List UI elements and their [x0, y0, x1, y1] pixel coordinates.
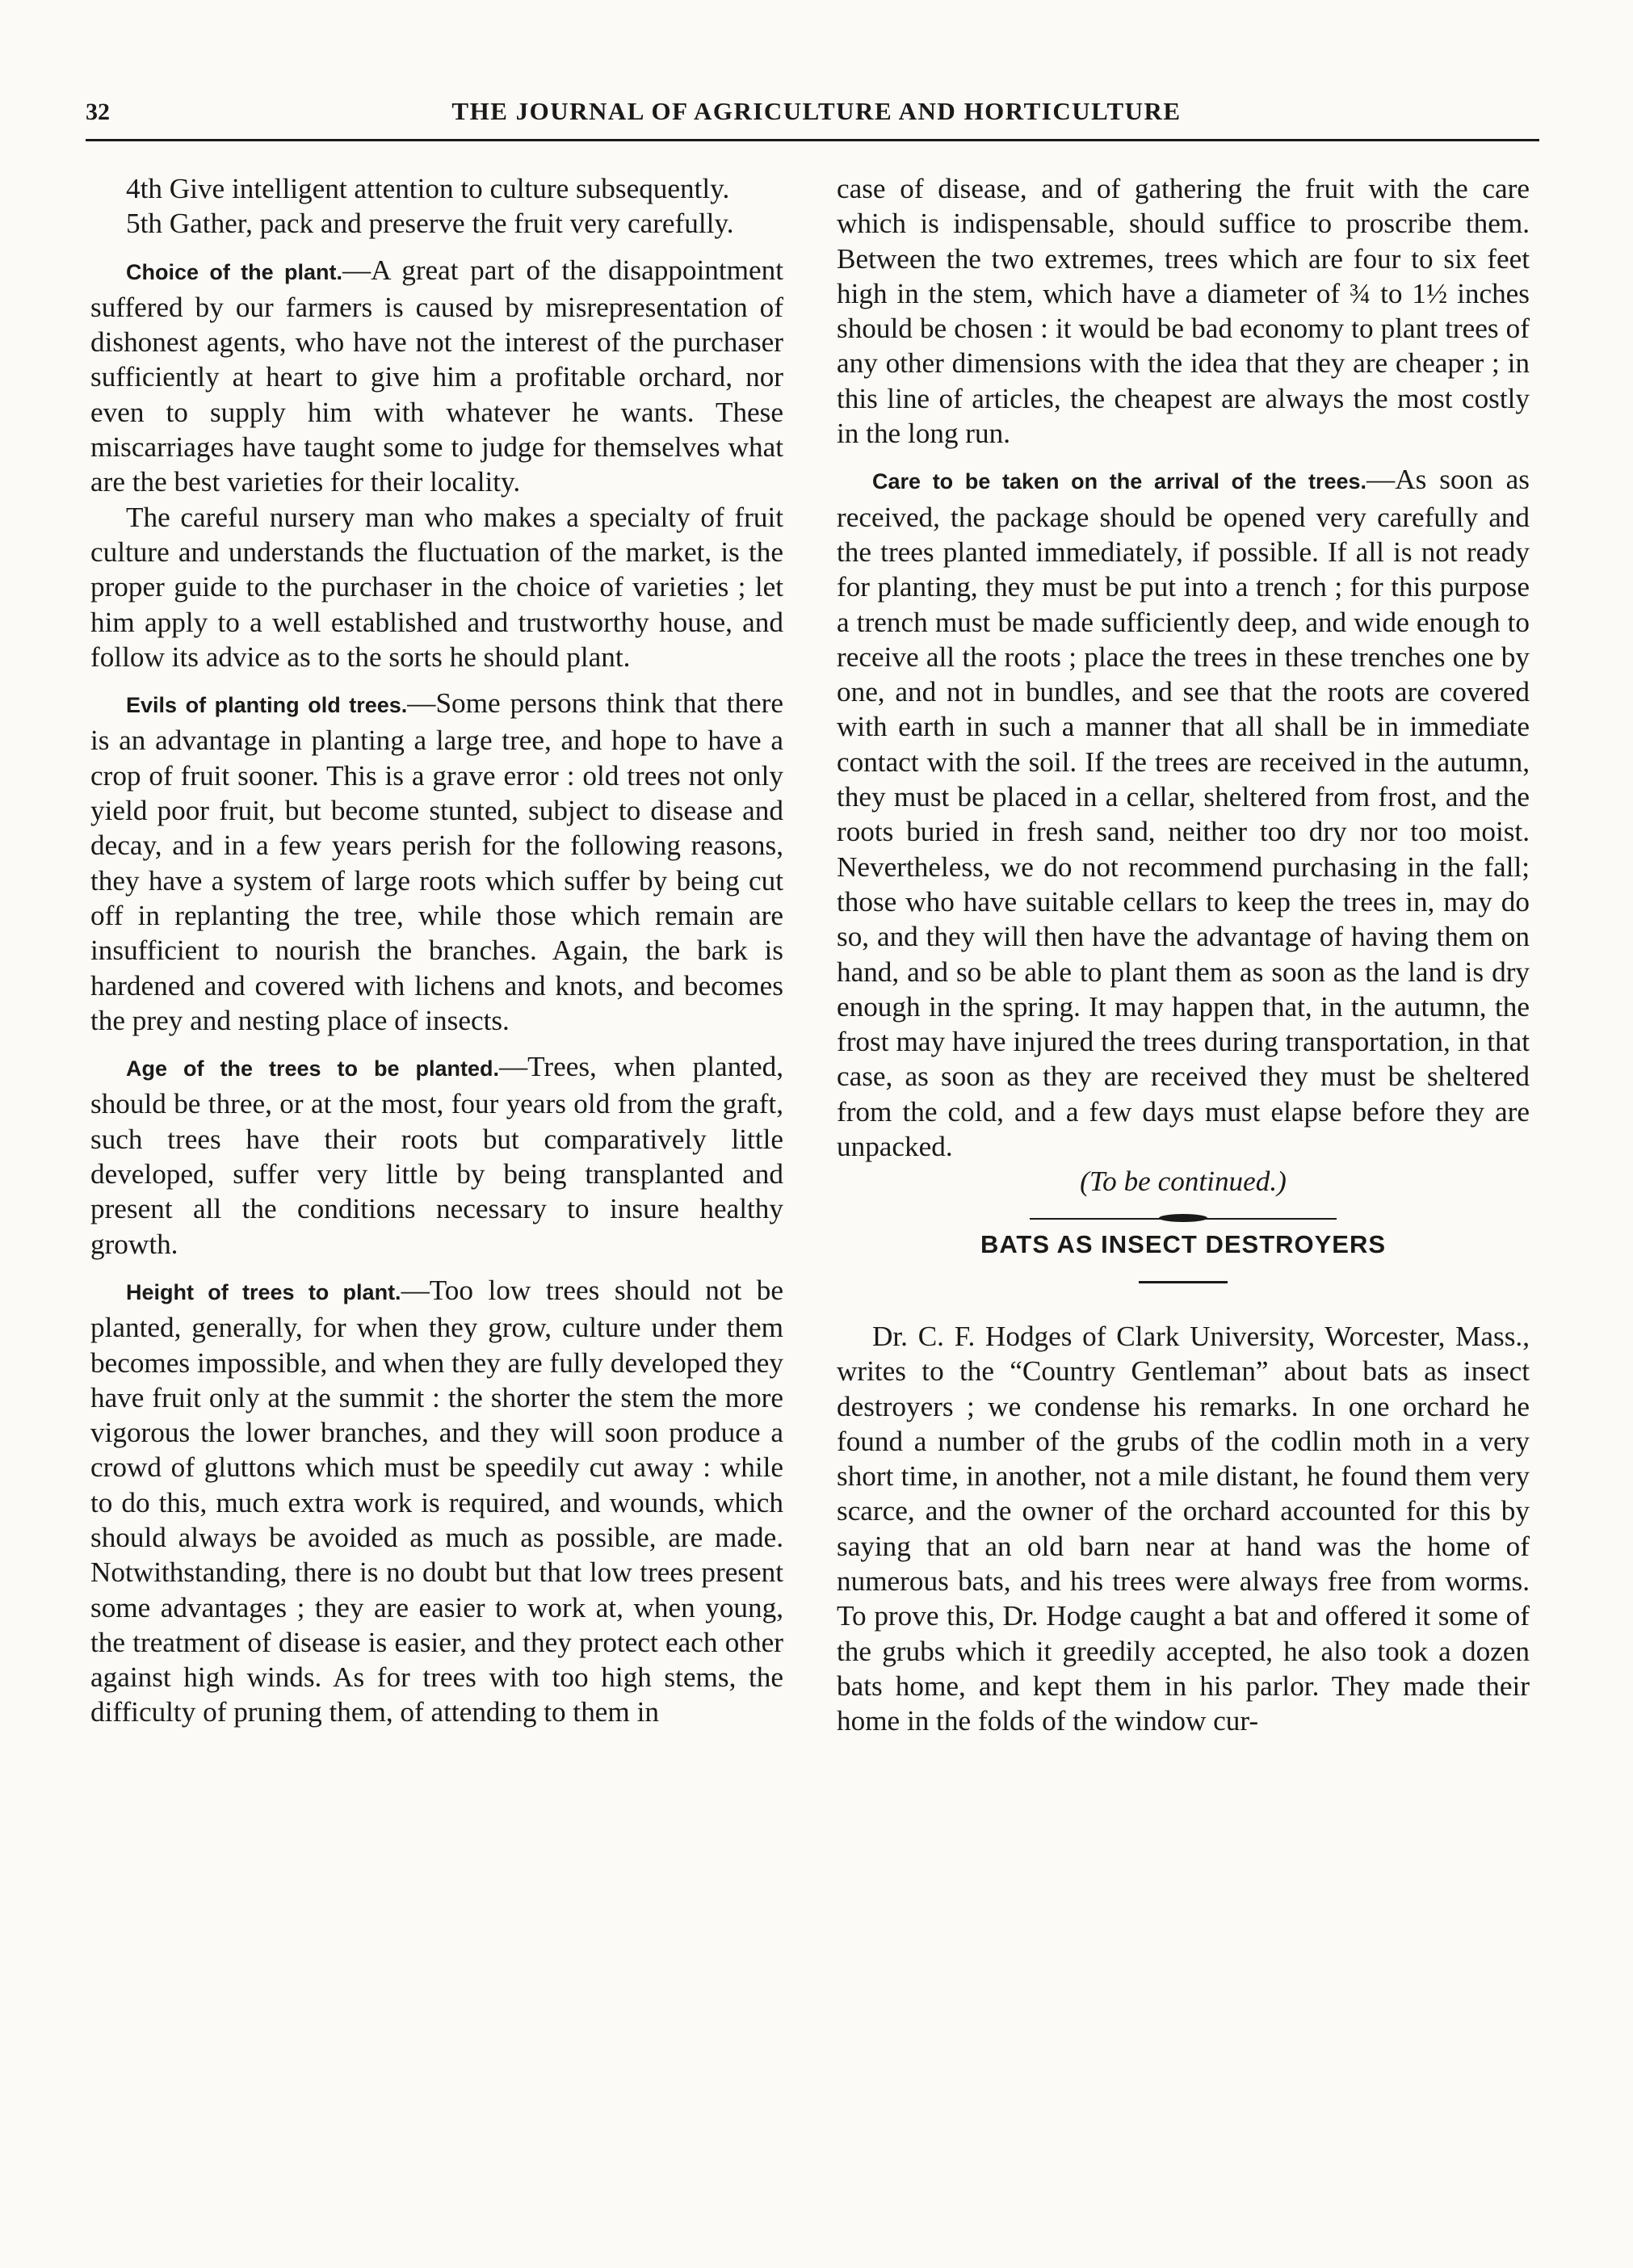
section-text: —Too low trees should not be planted, generally, for when they grow, culture under them becomes impossible, and when they are fully developed they have fruit only at the summit : the shorter the stem the more vigorous the lower branches, and they will soon produce a crowd of gluttons which must be speedily cut away : while to do this, much extra work is required, and wounds, which should always be avoided as much as possible, are made. Notwithstanding, there is no doubt but that low trees present some advantages ; they are easier to work at, when young, the treatment of disease is easier, and they protect each other against high winds. As for trees with too high stems, the difficulty of pruning them, of attending to them in	[90, 1274, 783, 1728]
section-height-of-trees	[90, 1273, 783, 1730]
section-text: —As soon as received, the package should be opened very carefully and the trees planted immediately, if possible. If all is not ready for planting, they must be put into a trench ; for this purpose a trench must be made sufficiently deep, and wide enough to receive all the roots ; place the trees in these trenches one by one, and not in bundles, and see that the roots are covered with earth in such a manner that all shall be in immediate contact with the soil. If the trees are received in the autumn, they must be placed in a cellar, sheltered from frost, and the roots buried in fresh sand, neither too dry nor too moist. Nevertheless, we do not recommend purchasing in the fall; those who have suitable cellars to keep the trees in, may do so, and they will then have the advantage of having them on hand, and so be able to plant them as soon as the land is dry enough in the spring. It may happen that, in the autumn, the frost may have injured the trees during transportation, in that case, as soon as they are received they must be sheltered from the cold, and a few days must elapse before they are unpacked.	[837, 464, 1530, 1163]
left-column	[90, 171, 783, 1730]
paragraph: Dr. C. F. Hodges of Clark University, Worcester, Mass., writes to the “Country Gentleman” about bats as insect destroyers ; we condense his remarks. In one orchard he found a number of the grubs of the codlin moth in a very short time, in another, not a mile distant, he found them very scarce, and the owner of the orchard accounted for this by saying that an old barn near at hand was the home of numerous bats, and his trees were always free from worms. To prove this, Dr. Hodge caught a bat and offered it some of the grubs which it greedily accepted, he also took a dozen bats home, and kept them in his parlor. They made their home in the folds of the window cur-	[837, 1320, 1530, 1737]
right-column	[837, 171, 1530, 1738]
section-heading: Care to be taken on the arrival of the trees.	[872, 469, 1367, 494]
title-rule	[1139, 1281, 1228, 1283]
section-care-on-arrival	[837, 462, 1530, 1164]
paragraph: 4th Give intelligent attention to culture subsequently.	[126, 173, 730, 204]
paragraph: 5th Gather, pack and preserve the fruit very carefully.	[126, 208, 734, 240]
running-head: THE JOURNAL OF AGRICULTURE AND HORTICULTURE	[451, 97, 1182, 125]
article-title: BATS AS INSECT DESTROYERS	[980, 1229, 1387, 1258]
section-heading: Age of the trees to be planted.	[126, 1056, 499, 1082]
to-be-continued: (To be continued.)	[1080, 1166, 1287, 1198]
section-ornament	[1030, 1211, 1337, 1227]
ornament-blob	[1159, 1214, 1207, 1222]
header-rule	[86, 139, 1539, 141]
section-heading: Choice of the plant.	[126, 259, 342, 284]
paragraph: case of disease, and of gathering the fruit with the care which is indispensable, should suffice to proscribe them. Between the two extremes, trees which are four to six feet high in the stem, which have a diameter of ¾ to 1½ inches should be chosen : it would be bad economy to plant trees of any other dimensions with the idea that they are cheaper ; in this line of articles, the cheapest are always the most costly in the long run.	[837, 173, 1530, 450]
page-number: 32	[86, 99, 110, 125]
section-age-of-trees	[90, 1049, 783, 1262]
section-choice-of-plant	[90, 253, 783, 500]
section-heading: Evils of planting old trees.	[126, 693, 408, 718]
section-text: —Trees, when planted, should be three, or at the most, four years old from the graft, such trees have their roots but comparatively little developed, suffer very little by being transplanted and present all the conditions necessary to insure healthy growth.	[90, 1051, 783, 1260]
paragraph: The careful nursery man who makes a specialty of fruit culture and understands the fluctuation of the market, is the proper guide to the purchaser in the choice of varieties ; let him apply to a well established and trustworthy house, and follow its advice as to the sorts he should plant.	[90, 501, 783, 673]
section-evils-of-planting	[90, 686, 783, 1038]
section-heading: Height of trees to plant.	[126, 1279, 401, 1304]
section-text: —Some persons think that there is an advantage in planting a large tree, and hope to have a crop of fruit sooner. This is a grave error : old trees not only yield poor fruit, but become stunted, subject to disease and decay, and in a few years perish for the following reasons, they have a system of large roots which suffer by being cut off in replanting the tree, while those which remain are insufficient to nourish the branches. Again, the bark is hardened and covered with lichens and knots, and becomes the prey and nesting place of insects.	[90, 687, 783, 1036]
section-text: —A great part of the disappointment suffered by our farmers is caused by misrepresentation of dishonest agents, who have not the interest of the purchaser sufficiently at heart to give him a profitable orchard, nor even to supply him with whatever he wants. These miscarriages have taught some to judge for themselves what are the best varieties for their locality.	[90, 254, 783, 498]
